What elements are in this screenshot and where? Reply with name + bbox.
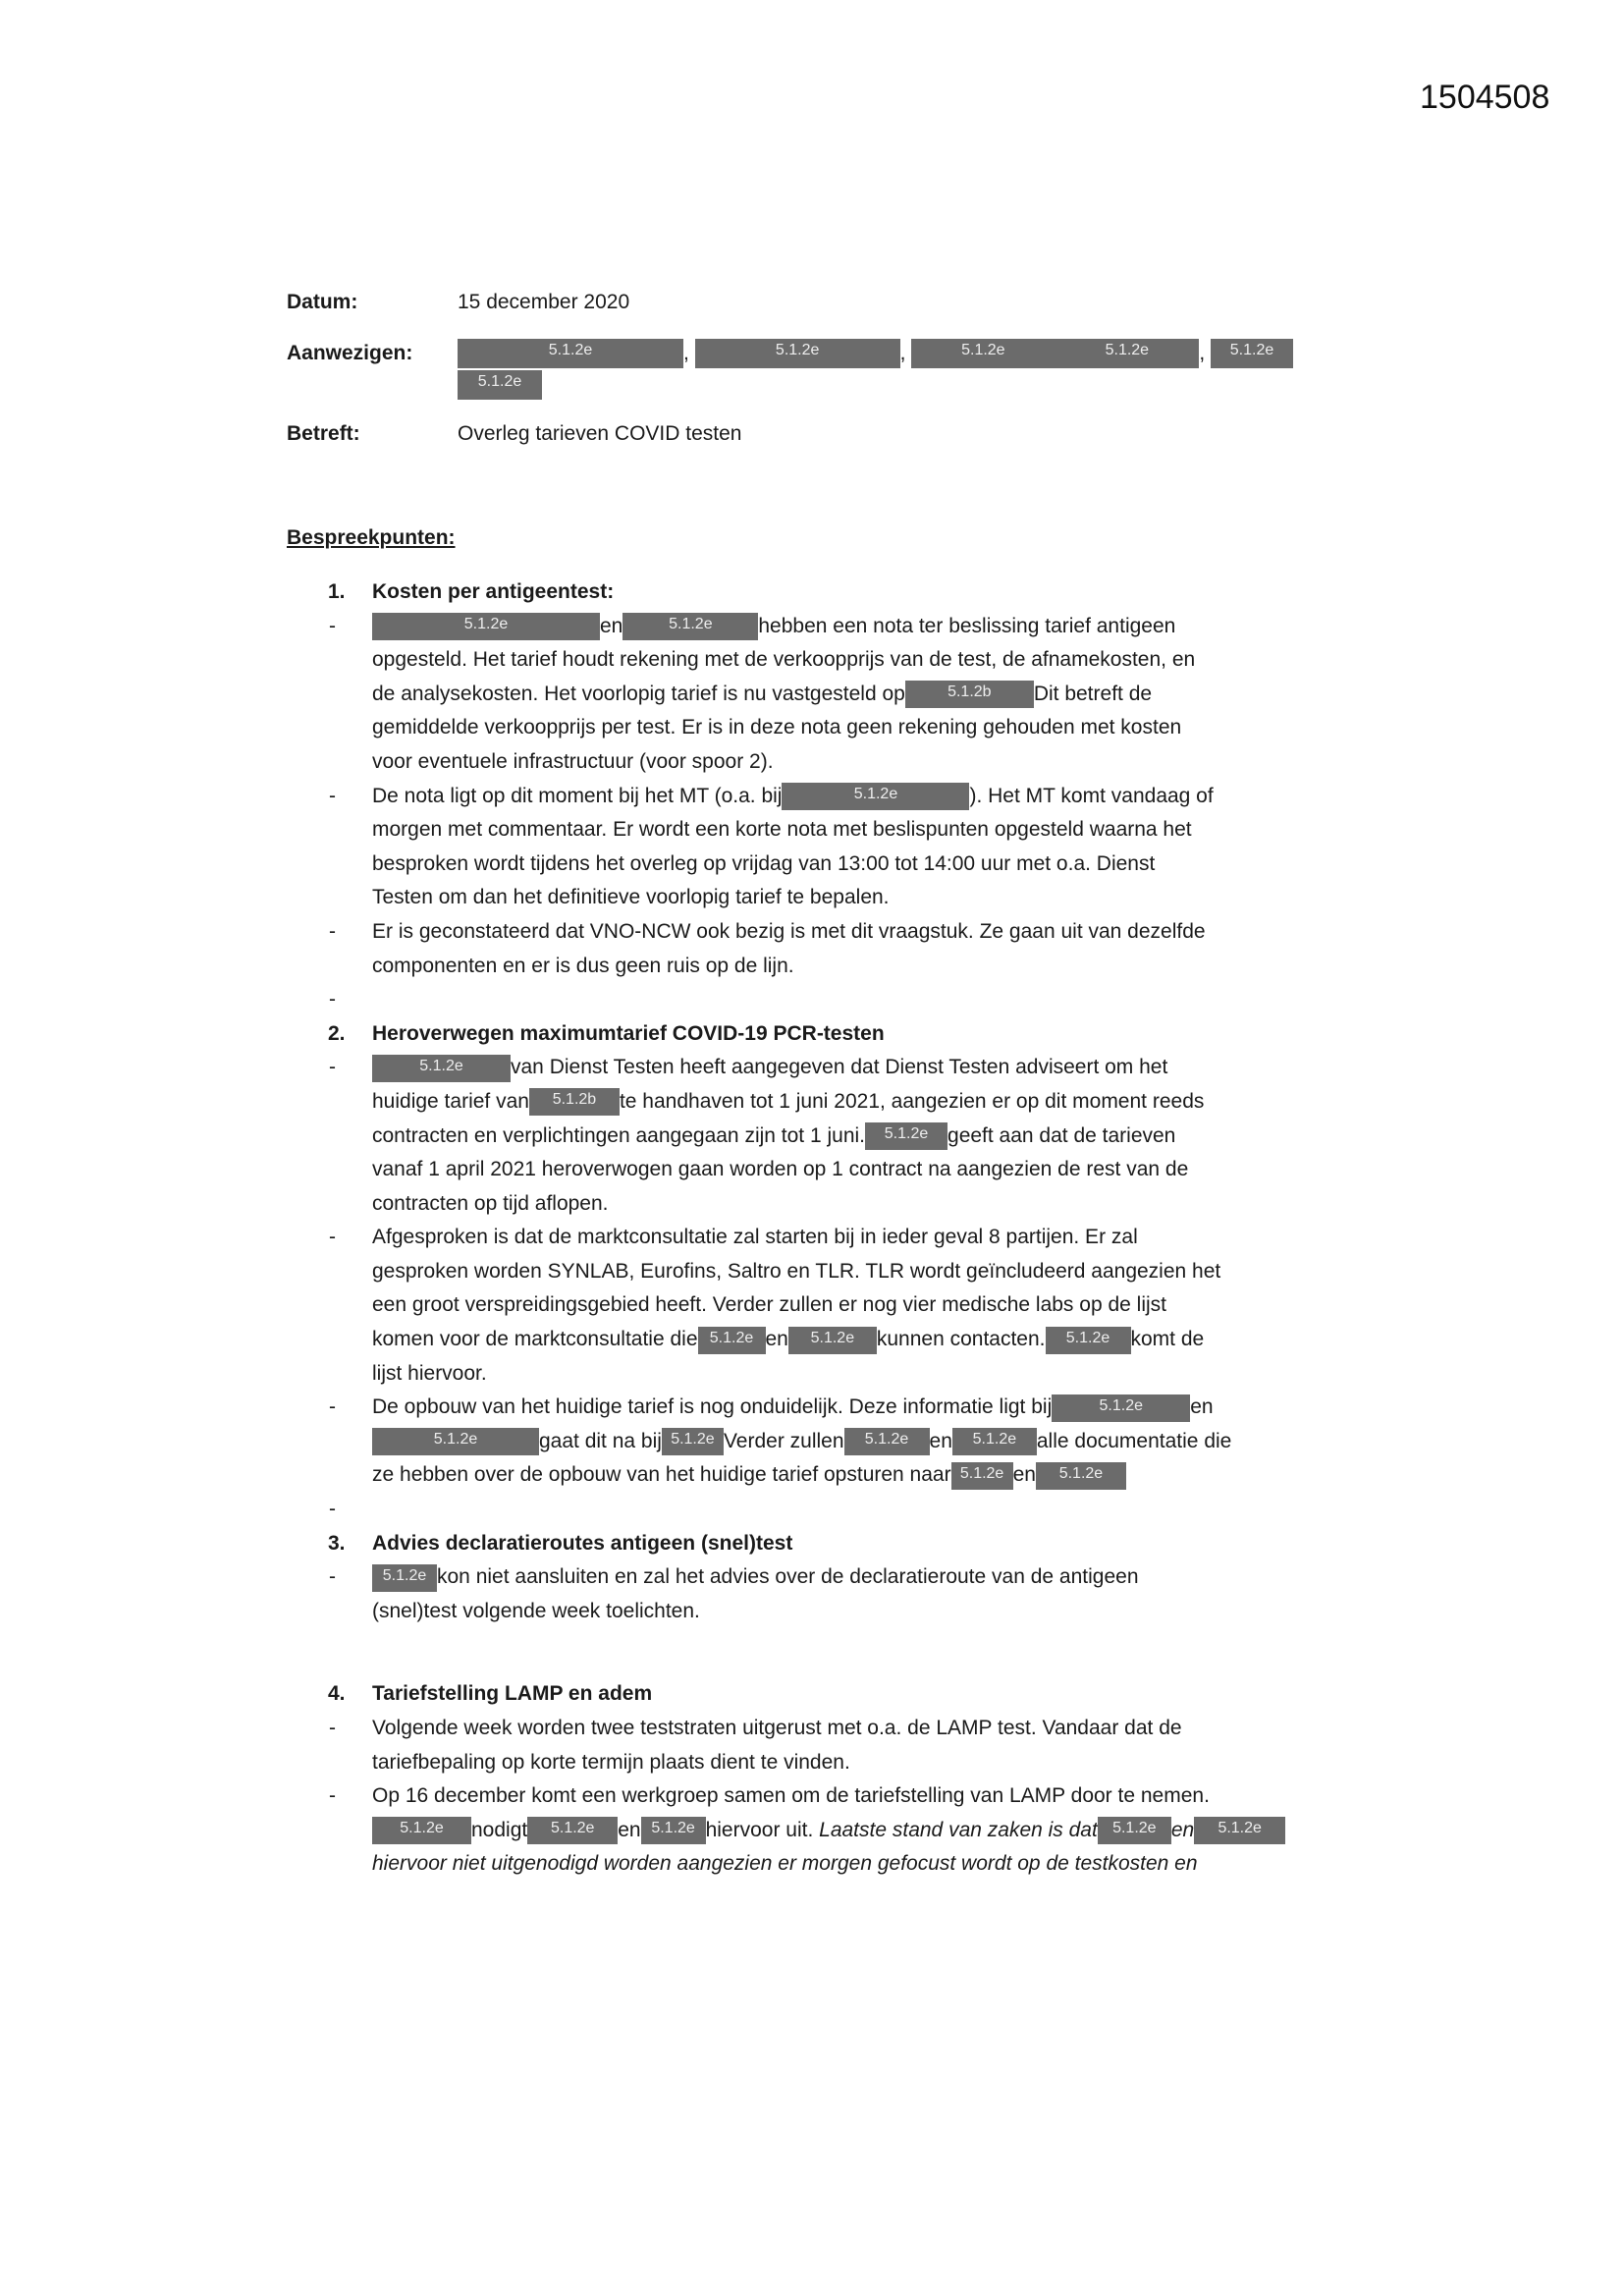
text-line bbox=[0, 1153, 1624, 1187]
agenda-title: Bespreekpunten: bbox=[287, 526, 456, 549]
redaction: 5.1.2e bbox=[372, 1564, 437, 1592]
document-number: 1504508 bbox=[1420, 79, 1550, 116]
text: Volgende week worden twee teststraten uitgerust met o.a. de LAMP test. Vandaar dat de bbox=[372, 1717, 1182, 1739]
redaction: 5.1.2e bbox=[1052, 1394, 1190, 1422]
text: Op 16 december komt een werkgroep samen om de tariefstelling van LAMP door te nemen. bbox=[372, 1784, 1210, 1808]
bullet-dash: - bbox=[329, 1056, 336, 1079]
text: gaat dit na bij bbox=[539, 1429, 662, 1452]
date-value: 15 december 2020 bbox=[458, 291, 630, 313]
line-content bbox=[372, 1120, 1175, 1154]
text: de analysekosten. Het voorlopig tarief is nu vastgesteld op bbox=[372, 682, 905, 705]
text: en bbox=[600, 614, 623, 637]
text: morgen met commentaar. Er wordt een korte nota met beslispunten opgesteld waarna het bbox=[372, 818, 1192, 842]
text-line bbox=[0, 1255, 1624, 1289]
text: Heroverwegen maximumtarief COVID-19 PCR-testen bbox=[372, 1021, 885, 1045]
text: ze hebben over de opbouw van het huidige tarief opsturen naar bbox=[372, 1463, 951, 1487]
redaction: 5.1.2e bbox=[372, 613, 600, 640]
redaction: 5.1.2e bbox=[1036, 1462, 1126, 1490]
text: tariefbepaling op korte termijn plaats dient te vinden. bbox=[372, 1750, 850, 1774]
attendees-list: 5.1.2e , 5.1.2e , 5.1.2e 5.1.2e , 5.1.2e 5.1.2e bbox=[458, 338, 1322, 400]
spacer bbox=[0, 1628, 1624, 1677]
text: een groot verspreidingsgebied heeft. Verder zullen er nog vier medische labs op de lijst bbox=[372, 1293, 1166, 1317]
subject-label: Betreft: bbox=[287, 422, 360, 445]
text: Kosten per antigeentest: bbox=[372, 580, 615, 603]
redaction: 5.1.2e bbox=[641, 1817, 706, 1844]
redaction: 5.1.2e bbox=[458, 370, 542, 400]
text: opgesteld. Het tarief houdt rekening met de verkoopprijs van de test, de afnamekosten, en bbox=[372, 648, 1196, 672]
text-line bbox=[0, 1120, 1624, 1154]
redaction: 5.1.2e bbox=[952, 1428, 1037, 1455]
text-line bbox=[0, 915, 1624, 950]
redaction: 5.1.2e bbox=[372, 1428, 539, 1455]
text-line bbox=[0, 1746, 1624, 1780]
line-content bbox=[372, 1153, 1188, 1187]
text: hebben een nota ter beslissing tarief antigeen bbox=[758, 614, 1176, 637]
text-line bbox=[0, 881, 1624, 915]
text: en bbox=[765, 1328, 788, 1351]
line-content bbox=[372, 1221, 1138, 1255]
section-heading bbox=[0, 1677, 1624, 1712]
text: van Dienst Testen heeft aangegeven dat Dienst Testen adviseert om het bbox=[511, 1056, 1168, 1079]
bullet-dash: - bbox=[329, 1784, 336, 1808]
bullet-dash: - bbox=[329, 919, 336, 943]
text-line bbox=[0, 1187, 1624, 1222]
text: Er is geconstateerd dat VNO-NCW ook bezig is met dit vraagstuk. Ze gaan uit van dezelfde bbox=[372, 919, 1206, 943]
line-content bbox=[372, 711, 1181, 745]
text: lijst hiervoor. bbox=[372, 1361, 487, 1385]
text: en bbox=[929, 1429, 952, 1452]
text-line bbox=[0, 678, 1624, 712]
redaction: 5.1.2e bbox=[662, 1428, 724, 1455]
redaction: 5.1.2e bbox=[1194, 1817, 1285, 1844]
text: alle documentatie die bbox=[1036, 1429, 1232, 1452]
text: Verder zullen bbox=[723, 1429, 844, 1452]
italic-text: hiervoor niet uitgenodigd worden aangezien er morgen gefocust wordt op de testkosten en bbox=[372, 1852, 1198, 1876]
redaction: 5.1.2e bbox=[1055, 339, 1199, 368]
line-content bbox=[372, 1847, 1198, 1882]
bullet-dash: - bbox=[329, 1565, 336, 1589]
line-content bbox=[372, 1288, 1166, 1323]
text-line bbox=[0, 1814, 1624, 1848]
text: contracten en verplichtingen aangegaan zijn tot 1 juni. bbox=[372, 1123, 866, 1147]
text-line bbox=[0, 1288, 1624, 1323]
text-line bbox=[0, 1493, 1624, 1527]
line-content bbox=[372, 1458, 1126, 1493]
line-content bbox=[372, 745, 774, 780]
line-content bbox=[372, 1187, 609, 1222]
text: voor eventuele infrastructuur (voor spoor 2). bbox=[372, 749, 774, 773]
line-content bbox=[372, 1323, 1204, 1357]
italic-text: en bbox=[1170, 1818, 1195, 1841]
bullet-dash: - bbox=[329, 1395, 336, 1419]
redaction: 5.1.2e bbox=[623, 613, 758, 640]
subject-value: Overleg tarieven COVID testen bbox=[458, 422, 742, 445]
text: kon niet aansluiten en zal het advies over de declaratieroute van de antigeen bbox=[437, 1565, 1139, 1589]
redaction: 5.1.2e bbox=[695, 339, 900, 368]
bullet-dash: - bbox=[329, 988, 336, 1011]
line-content bbox=[372, 1677, 652, 1712]
line-content bbox=[372, 950, 794, 984]
text: Advies declaratieroutes antigeen (snel)test bbox=[372, 1531, 793, 1555]
text: Tariefstelling LAMP en adem bbox=[372, 1682, 653, 1706]
line-content bbox=[372, 1814, 1285, 1848]
text-line bbox=[0, 1560, 1624, 1595]
redaction: 5.1.2e bbox=[911, 339, 1055, 368]
text: Testen om dan het definitieve voorlopig tarief te bepalen. bbox=[372, 886, 890, 909]
text: componenten en er is dus geen ruis op de lijn. bbox=[372, 954, 794, 977]
redaction: 5.1.2e bbox=[782, 783, 969, 810]
bullet-dash: - bbox=[329, 1498, 336, 1521]
text-line bbox=[0, 1712, 1624, 1746]
text: besproken wordt tijdens het overleg op vrijdag van 13:00 tot 14:00 uur met o.a. Dienst bbox=[372, 851, 1156, 875]
line-content bbox=[372, 1595, 700, 1629]
redaction: 5.1.2e bbox=[372, 1055, 511, 1082]
section-number: 2. bbox=[328, 1021, 346, 1045]
text: (snel)test volgende week toelichten. bbox=[372, 1599, 700, 1622]
text-line bbox=[0, 813, 1624, 847]
text: ). Het MT komt vandaag of bbox=[969, 784, 1214, 807]
redaction: 5.1.2e bbox=[951, 1462, 1013, 1490]
redaction: 5.1.2e bbox=[788, 1327, 877, 1354]
text: De nota ligt op dit moment bij het MT (o.a. bij bbox=[372, 784, 783, 807]
text-line bbox=[0, 847, 1624, 882]
section-heading bbox=[0, 1527, 1624, 1561]
present-label: Aanwezigen: bbox=[287, 342, 413, 364]
text-line bbox=[0, 1458, 1624, 1493]
text-line bbox=[0, 745, 1624, 780]
date-label: Datum: bbox=[287, 291, 358, 313]
text-line bbox=[0, 950, 1624, 984]
line-content bbox=[372, 1255, 1220, 1289]
text: gesproken worden SYNLAB, Eurofins, Saltro en TLR. TLR wordt geïncludeerd aangezien het bbox=[372, 1259, 1221, 1283]
text-line bbox=[0, 1425, 1624, 1459]
bullet-dash: - bbox=[329, 614, 336, 637]
agenda-body bbox=[0, 575, 1624, 1882]
text: en bbox=[1190, 1395, 1214, 1419]
text-line bbox=[0, 610, 1624, 644]
text-line bbox=[0, 1779, 1624, 1814]
bullet-dash: - bbox=[329, 1226, 336, 1249]
bullet-dash: - bbox=[329, 1717, 336, 1739]
text-line bbox=[0, 1391, 1624, 1425]
text: gemiddelde verkoopprijs per test. Er is in deze nota geen rekening gehouden met kosten bbox=[372, 716, 1182, 739]
line-content bbox=[372, 1527, 792, 1561]
text-line bbox=[0, 983, 1624, 1017]
text-line bbox=[0, 711, 1624, 745]
line-content bbox=[372, 1085, 1204, 1120]
redaction: 5.1.2b bbox=[529, 1088, 620, 1116]
text: contracten op tijd aflopen. bbox=[372, 1191, 609, 1215]
line-content bbox=[372, 643, 1195, 678]
text: komen voor de marktconsultatie die bbox=[372, 1328, 698, 1351]
text: Afgesproken is dat de marktconsultatie zal starten bij in ieder geval 8 partijen. Er zal bbox=[372, 1226, 1138, 1249]
text: en bbox=[1012, 1463, 1036, 1487]
line-content bbox=[372, 1425, 1231, 1459]
text: en bbox=[618, 1818, 641, 1841]
redaction: 5.1.2b bbox=[905, 681, 1034, 708]
line-content bbox=[372, 1357, 487, 1392]
text: geeft aan dat de tarieven bbox=[947, 1123, 1176, 1147]
text: komt de bbox=[1130, 1328, 1205, 1351]
line-content bbox=[372, 1712, 1182, 1746]
text: hiervoor uit. bbox=[705, 1818, 820, 1841]
line-content bbox=[372, 1017, 885, 1052]
section-heading bbox=[0, 575, 1624, 610]
redaction: 5.1.2e bbox=[458, 339, 683, 368]
text: Dit betreft de bbox=[1033, 682, 1153, 705]
line-content bbox=[372, 915, 1206, 950]
line-content bbox=[372, 813, 1192, 847]
line-content bbox=[372, 575, 614, 610]
text-line bbox=[0, 1221, 1624, 1255]
redaction: 5.1.2e bbox=[372, 1817, 471, 1844]
text: kunnen contacten. bbox=[876, 1328, 1046, 1351]
text-line bbox=[0, 643, 1624, 678]
text: te handhaven tot 1 juni 2021, aangezien er op dit moment reeds bbox=[619, 1089, 1205, 1113]
text: huidige tarief van bbox=[372, 1089, 529, 1113]
redaction: 5.1.2e bbox=[527, 1817, 618, 1844]
section-number: 4. bbox=[328, 1682, 346, 1706]
line-content bbox=[372, 1051, 1167, 1085]
text-line bbox=[0, 1357, 1624, 1392]
redaction: 5.1.2e bbox=[1211, 339, 1293, 368]
text-line bbox=[0, 780, 1624, 814]
section-heading bbox=[0, 1017, 1624, 1052]
text: nodigt bbox=[471, 1818, 528, 1841]
line-content bbox=[372, 1560, 1139, 1595]
text: De opbouw van het huidige tarief is nog onduidelijk. Deze informatie ligt bij bbox=[372, 1395, 1053, 1419]
text-line bbox=[0, 1051, 1624, 1085]
section-number: 1. bbox=[328, 580, 346, 603]
line-content bbox=[372, 780, 1214, 814]
line-content bbox=[372, 610, 1175, 644]
line-content bbox=[372, 881, 890, 915]
text-line bbox=[0, 1085, 1624, 1120]
line-content bbox=[372, 847, 1155, 882]
redaction: 5.1.2e bbox=[1046, 1327, 1131, 1354]
line-content bbox=[372, 678, 1152, 712]
line-content bbox=[372, 1391, 1214, 1425]
redaction: 5.1.2e bbox=[844, 1428, 930, 1455]
line-content bbox=[372, 1746, 850, 1780]
redaction: 5.1.2e bbox=[698, 1327, 766, 1354]
redaction: 5.1.2e bbox=[865, 1122, 947, 1150]
text-line bbox=[0, 1595, 1624, 1629]
redaction: 5.1.2e bbox=[1098, 1817, 1171, 1844]
text-line bbox=[0, 1323, 1624, 1357]
line-content bbox=[372, 1779, 1210, 1814]
italic-text: Laatste stand van zaken is dat bbox=[819, 1818, 1098, 1841]
text: vanaf 1 april 2021 heroverwogen gaan worden op 1 contract na aangezien de rest van de bbox=[372, 1158, 1189, 1181]
bullet-dash: - bbox=[329, 784, 336, 807]
section-number: 3. bbox=[328, 1531, 346, 1555]
text-line bbox=[0, 1847, 1624, 1882]
